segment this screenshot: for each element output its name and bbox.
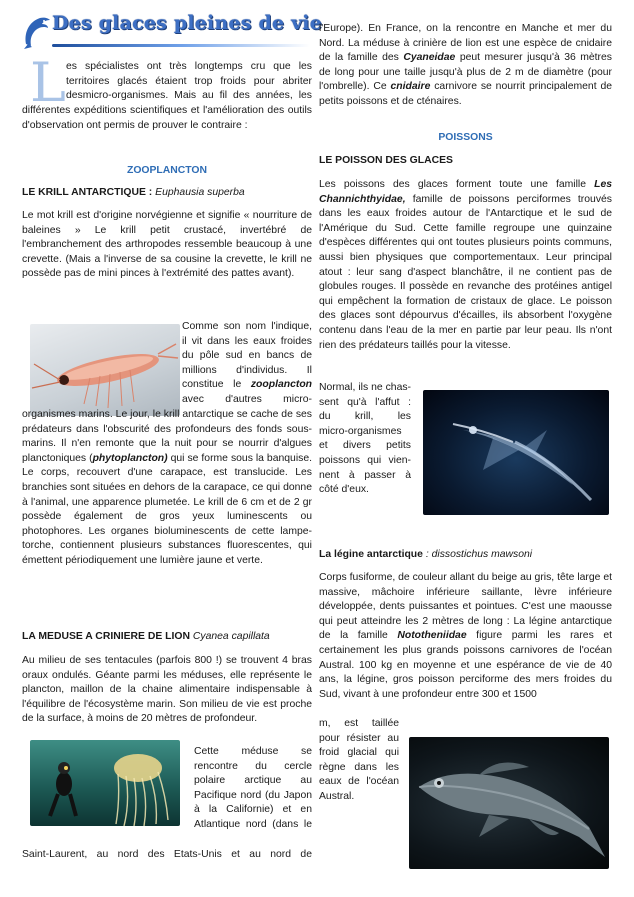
krill-paragraph-2: organismes marins. Le jour, le krill antarctique se cache de ses prédateurs dans l'obscurité des profondeurs des fonds sous-marins. Il n'en remonte que la nuit pour se nourrir d'algues planctoniques (phytoplancton) qui se forme sous la banquise. Le corps, recouvert d'une carapace, est translucide. Les branchies sont situées en dehors de la carapace, ce qui donne à l'animal, une apparence plumetée. Le krill de 6 cm et de 2 gr possède également de gros yeux luminescents ou photophores. Les organes bioluminescents de cette lampe-torche, contiennent plusieurs substances fluorescentes, qui émettent périodiquement une lumière jaune et verte. [22,409,312,566]
section-heading-zooplancton: ZOOPLANCTON [126,165,208,176]
meduse-heading: LA MEDUSE A CRINIERE DE LION Cyanea capillata [22,631,270,642]
meduse-paragraph-1: Au milieu de ses tentacules (parfois 800 !) se trouvent 4 bras oraux ondulés. Géante parmi les méduses, elle représente le plancton, maillon de la chaine alimentaire indispensable à l'équilibre de l'écosystème marin. Son milieu de vie est proche de la surface, à moins de 20 mètres de profondeur. [22,655,312,725]
title-underline [52,44,310,47]
krill-side-text: Comme son nom l'indique, il vit dans les eaux froides du pôle sud en bancs de millions d'individus. Il constitue le zooplancton avec d'autres micro- [182,321,313,405]
intro-line: es spécialistes ont très longtemps cru que les [66,61,312,72]
krill-image [30,324,180,416]
toothfish-illustration [409,737,609,869]
jellyfish-illustration [30,740,180,826]
meduse-bottom-line: Saint-Laurent, au nord des Etats-Unis et au nord de [22,849,312,860]
legine-side-text: m, est taillée pour résister au froid glacial qui règne dans les eaux de l'océan Austral. [319,718,399,802]
krill-heading: LE KRILL ANTARCTIQUE : Euphausia superba [22,187,245,198]
krill-illustration [30,324,180,416]
poisson-glaces-paragraph: Les poissons des glaces forment toute une famille Les Channichthyidae, famille de poissons perciformes trouvés dans les eaux froides autour de l'Antarctique et le sud de l'Amérique du Sud. Cette famille regroupe une quinzaine d'espèces différentes qui ont toutes plusieurs points communs, aussi bien physiques que comportementaux. Leur principal atout : leur sang d'aspect blanchâtre, il ne contient pas de globules rouges. Il possède en revanche des protéines antigel qui empêchent la formation de cristaux de glace. Le poisson des glaces sont dépourvus d'écailles, ils absorbent l'oxygène contenu dans l'eau de la mer en partie par leur peau. Ils n'ont rien des prédateurs taillés pour la vitesse. [319,179,612,351]
icefish-image [423,390,609,515]
meduse-side-text: Cette méduse se rencontre du cercle polaire arctique au Pacifique nord (du Japon à la Californie) et en Atlantique nord (dans le [194,746,312,830]
intro-line: desmicro-organismes. Mais au fil des années, les [66,90,312,102]
intro-lines [66,60,312,104]
krill-paragraph-1: Le mot krill est d'origine norvégienne et signifie « nourriture de baleines » Le krill petit crustacé, invertébré de l'embranchement des arthropodes ressemble beaucoup à une crevette. (Mais a l'inverse de sa cousine la crevette, le krill ne possède pas de mini pinces à l'extrémité des pattes avant). [22,210,312,280]
section-heading-poissons: POISSONS [438,132,493,143]
toothfish-image [409,737,609,869]
intro-paragraph: différentes expéditions scientifiques et l'amélioration des outils d'observation ont permis de prouver le contraire : [22,105,312,131]
dolphin-icon [22,14,52,50]
page-title: Des glaces pleines de vie [52,12,323,34]
drop-cap: L [30,51,66,114]
poisson-glaces-heading: LE POISSON DES GLACES [319,155,453,166]
jellyfish-image [30,740,180,826]
legine-paragraph: Corps fusiforme, de couleur allant du beige au gris, tête large et massive, mâchoire inférieure saillante, lèvre inférieure développée, dents puissantes et pointues. C'est une maousse qui peut atteindre les 2 mètres de long : La légine antarctique de la famille Nototheniidae figure parmi les rares et certainement les plus grands poissons carnivores de l'océan Austral. 100 kg en moyenne et une espérance de vie de 40 ans, la légine, gros poisson perciforme des mers froides du Sud, vivant à une profondeur entre 300 et 1500 [319,572,612,700]
legine-heading: La légine antarctique : dissostichus mawsoni [319,549,533,560]
icefish-illustration [423,390,609,515]
page-header [22,12,323,54]
poisson-glaces-side-text: Normal, ils ne chas- sent qu'à l'affut : du krill, les micro-organismes et divers petits poissons qui vien- nent à passer à côté d'eux. [319,382,411,496]
meduse-continuation: l'Europe). En France, on la rencontre en Manche et mer du Nord. La méduse à crinière de lion est une espèce de cnidaire de la famille des Cyaneidae peut mesurer jusqu'à 36 mètres de long pour une taille jusqu'à plus de 2 m de diamètre (pour l'ombrelle). Ce cnidaire carnivore se nourrit principalement de petits poissons et de cténaires. [319,23,613,107]
intro-line: territoires glacés étaient trop froids pour abriter [66,75,312,87]
